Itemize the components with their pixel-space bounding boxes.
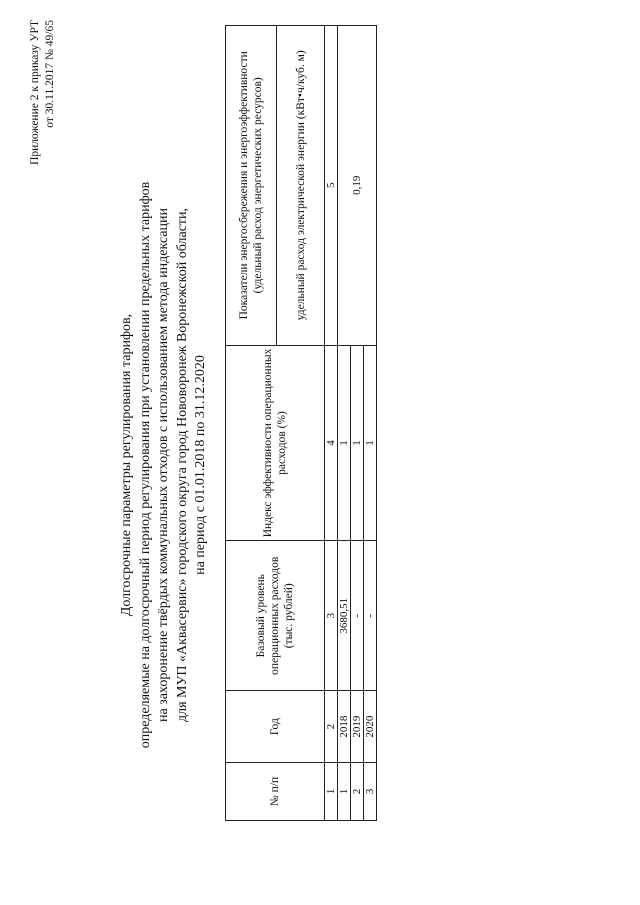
column-number: 4 [325,345,338,541]
column-number: 1 [325,763,338,821]
cell-num: 1 [338,763,351,821]
cell-year: 2018 [338,691,351,763]
header-efficiency: Индекс эффективности операционных расходов (%) [226,345,325,541]
cell-energy: 0,19 [338,26,377,346]
cell-num: 3 [364,763,377,821]
table-row [338,26,351,821]
header-year: Год [226,691,325,763]
header-energy-group: Показатели энергосбережения и энергоэффективности (удельный расход энергетических ресурсов) [226,26,277,346]
title-line: на период с 01.01.2018 по 31.12.2020 [193,355,209,575]
parameters-table [225,25,377,821]
cell-num: 2 [351,763,364,821]
document-title [118,145,211,785]
annex-reference [28,20,58,220]
cell-year: 2019 [351,691,364,763]
annex-line-1: Приложение 2 к приказу УРТ [29,20,41,165]
cell-year: 2020 [364,691,377,763]
title-line: на захоронение твёрдых коммунальных отходов с использованием метода индексации [156,208,172,723]
column-number: 2 [325,691,338,763]
cell-efficiency: 1 [351,345,364,541]
column-number: 5 [325,26,338,346]
table-header-row [226,26,277,821]
header-num: № п/п [226,763,325,821]
column-number: 3 [325,541,338,691]
column-number-row [325,26,338,821]
cell-efficiency: 1 [364,345,377,541]
header-energy-sub: удельный расход электрической энергии (кВт•ч/куб. м) [277,26,325,346]
title-line: для МУП «Аквасервис» городского округа город Нововоронеж Воронежской области, [174,207,190,723]
annex-line-2: от 30.11.2017 № 49/65 [44,20,56,128]
cell-efficiency: 1 [338,345,351,541]
cell-base: - [364,541,377,691]
cell-base: 3680,51 [338,541,351,691]
title-line: определяемые на долгосрочный период регулирования при установлении предельных тарифов [137,181,153,749]
header-base-level: Базовый уровень операционных расходов (тыс. рублей) [226,541,325,691]
title-line: Долгосрочные параметры регулирования тарифов, [119,313,134,617]
cell-base: - [351,541,364,691]
